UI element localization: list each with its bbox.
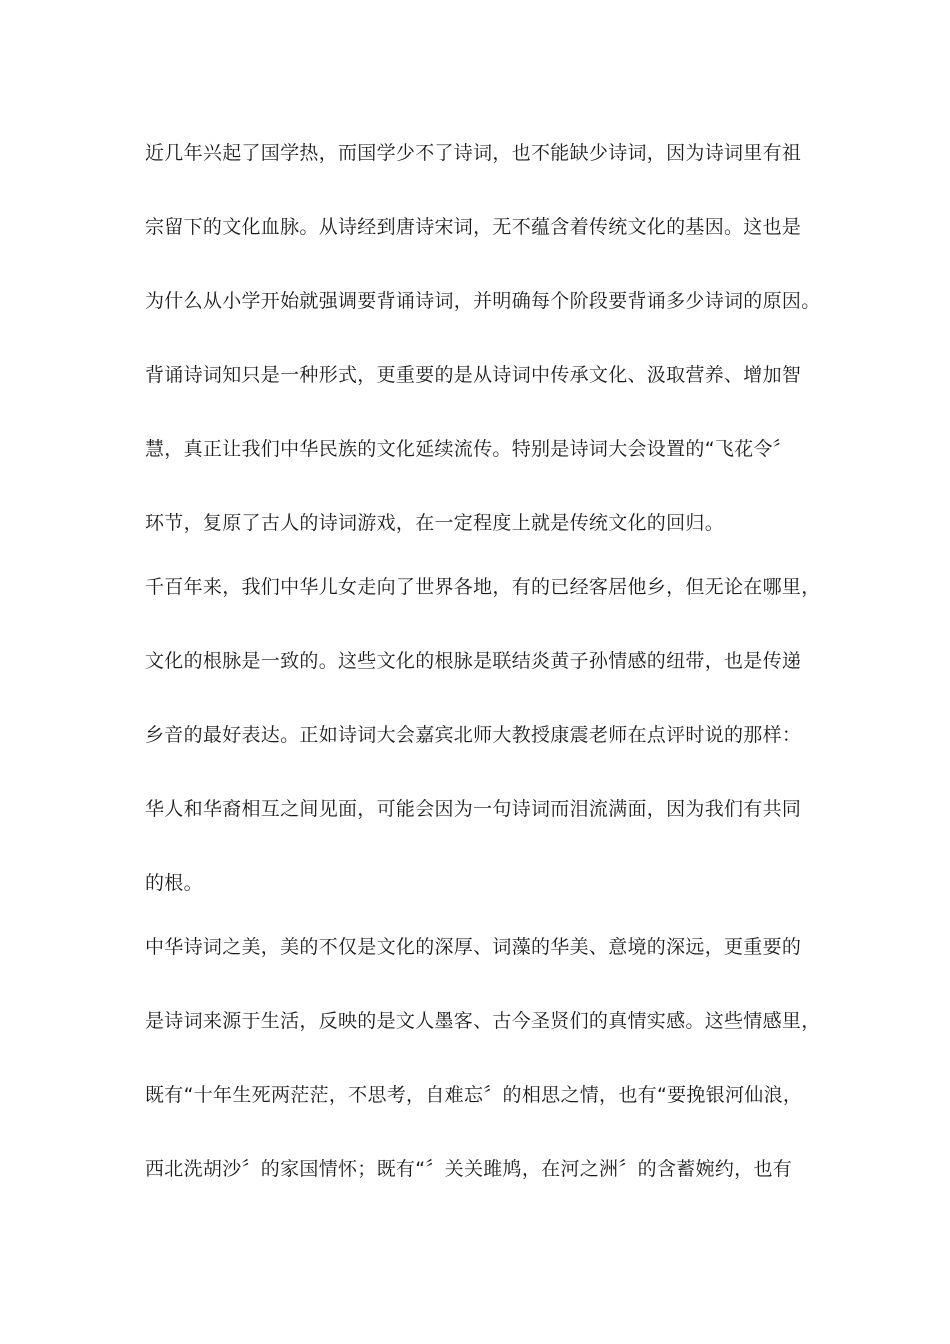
paragraph-2-line-1: 千百年来，我们中华儿女走向了世界各地，有的已经客居他乡，但无论在哪里， — [145, 576, 821, 598]
paragraph-2-line-4: 华人和华裔相互之间见面，可能会因为一句诗词而泪流满面，因为我们有共同 — [145, 798, 802, 820]
paragraph-1-line-2: 宗留下的文化血脉。从诗经到唐诗宋词，无不蕴含着传统文化的基因。这也是 — [145, 216, 802, 238]
paragraph-2-line-2: 文化的根脉是一致的。这些文化的根脉是联结炎黄子孙情感的纽带，也是传递 — [145, 650, 802, 672]
paragraph-1-line-6: 环节，复原了古人的诗词游戏，在一定程度上就是传统文化的回归。 — [145, 512, 725, 534]
paragraph-1-line-1: 近几年兴起了国学热，而国学少不了诗词，也不能缺少诗词，因为诗词里有祖 — [145, 142, 802, 164]
paragraph-3-line-4: 西北洗胡沙〞的家国情怀；既有“〞关关雎鸠，在河之洲〞的含蓄婉约，也有 — [145, 1158, 793, 1180]
paragraph-1-line-4: 背诵诗词知只是一种形式，更重要的是从诗词中传承文化、汲取营养、增加智 — [145, 364, 802, 386]
paragraph-2-line-5: 的根。 — [145, 872, 203, 894]
paragraph-3-line-1: 中华诗词之美，美的不仅是文化的深厚、词藻的华美、意境的深远，更重要的 — [145, 936, 802, 958]
paragraph-3-line-3: 既有“十年生死两茫茫，不思考，自难忘〞的相思之情，也有“要挽银河仙浪， — [145, 1084, 803, 1106]
paragraph-2-line-3: 乡音的最好表达。正如诗词大会嘉宾北师大教授康震老师在点评时说的那样： — [145, 724, 802, 746]
paragraph-1-line-5: 慧，真正让我们中华民族的文化延续流传。特别是诗词大会设置的“飞花令〞 — [145, 438, 793, 460]
paragraph-3-line-2: 是诗词来源于生活，反映的是文人墨客、古今圣贤们的真情实感。这些情感里， — [145, 1010, 821, 1032]
paragraph-1-line-3: 为什么从小学开始就强调要背诵诗词，并明确每个阶段要背诵多少诗词的原因。 — [145, 290, 821, 312]
